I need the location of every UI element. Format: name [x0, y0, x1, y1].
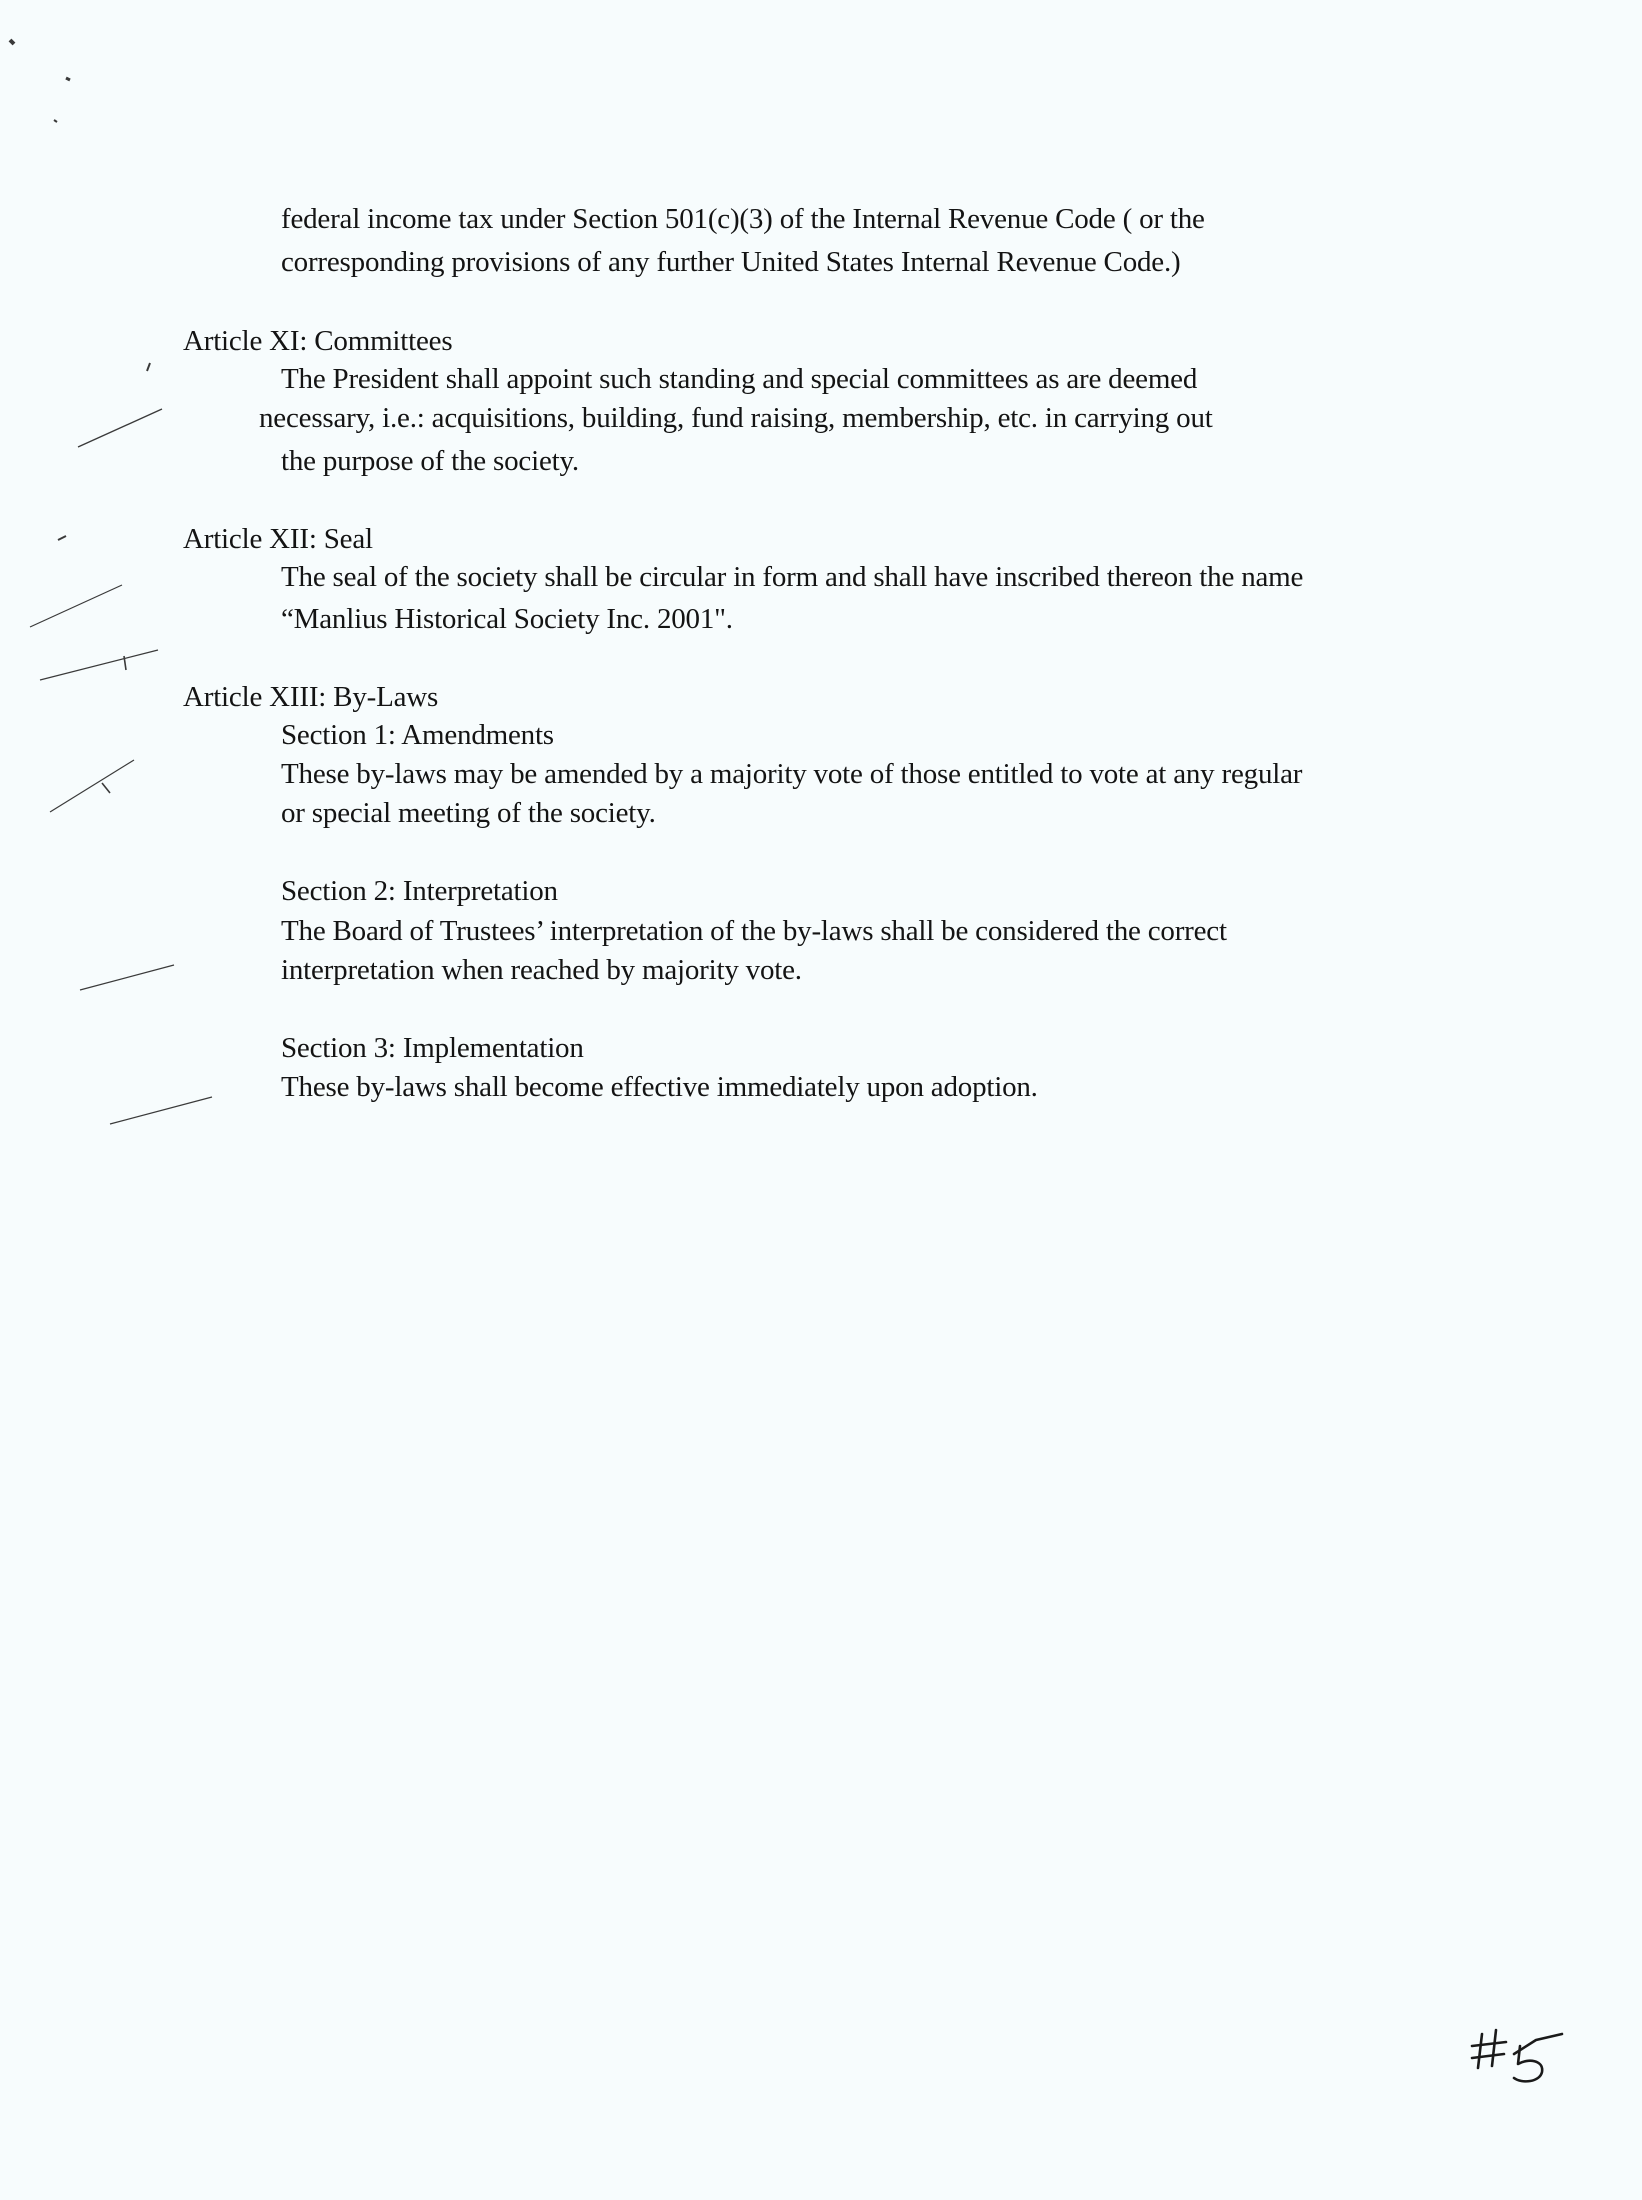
section-2-line-2: interpretation when reached by majority vote.	[281, 954, 802, 986]
section-1-title: Section 1: Amendments	[281, 719, 554, 751]
article-xii-line-2: “Manlius Historical Society Inc. 2001".	[281, 603, 733, 635]
continuation-line-1: federal income tax under Section 501(c)(3) of the Internal Revenue Code ( or the	[281, 203, 1205, 235]
section-3-title: Section 3: Implementation	[281, 1032, 584, 1064]
continuation-line-2: corresponding provisions of any further United States Internal Revenue Code.)	[281, 246, 1181, 278]
handwritten-page-number	[1470, 2020, 1580, 2090]
article-xi-heading: Article XI: Committees	[183, 325, 453, 357]
section-1-line-1: These by-laws may be amended by a majority vote of those entitled to vote at any regular	[281, 758, 1303, 790]
section-2-line-1: The Board of Trustees’ interpretation of the by-laws shall be considered the correct	[281, 915, 1227, 947]
article-xi-line-1: The President shall appoint such standing and special committees as are deemed	[281, 363, 1198, 395]
section-1-line-2: or special meeting of the society.	[281, 797, 656, 829]
article-xii-heading: Article XII: Seal	[183, 523, 373, 555]
article-xi-line-3: the purpose of the society.	[281, 445, 579, 477]
section-3-line-1: These by-laws shall become effective immediately upon adoption.	[281, 1071, 1038, 1103]
section-2-title: Section 2: Interpretation	[281, 875, 558, 907]
article-xii-line-1: The seal of the society shall be circular in form and shall have inscribed thereon the name	[281, 561, 1304, 593]
article-xi-line-2: necessary, i.e.: acquisitions, building, fund raising, membership, etc. in carrying out	[259, 402, 1213, 434]
article-xiii-heading: Article XIII: By-Laws	[183, 681, 439, 713]
